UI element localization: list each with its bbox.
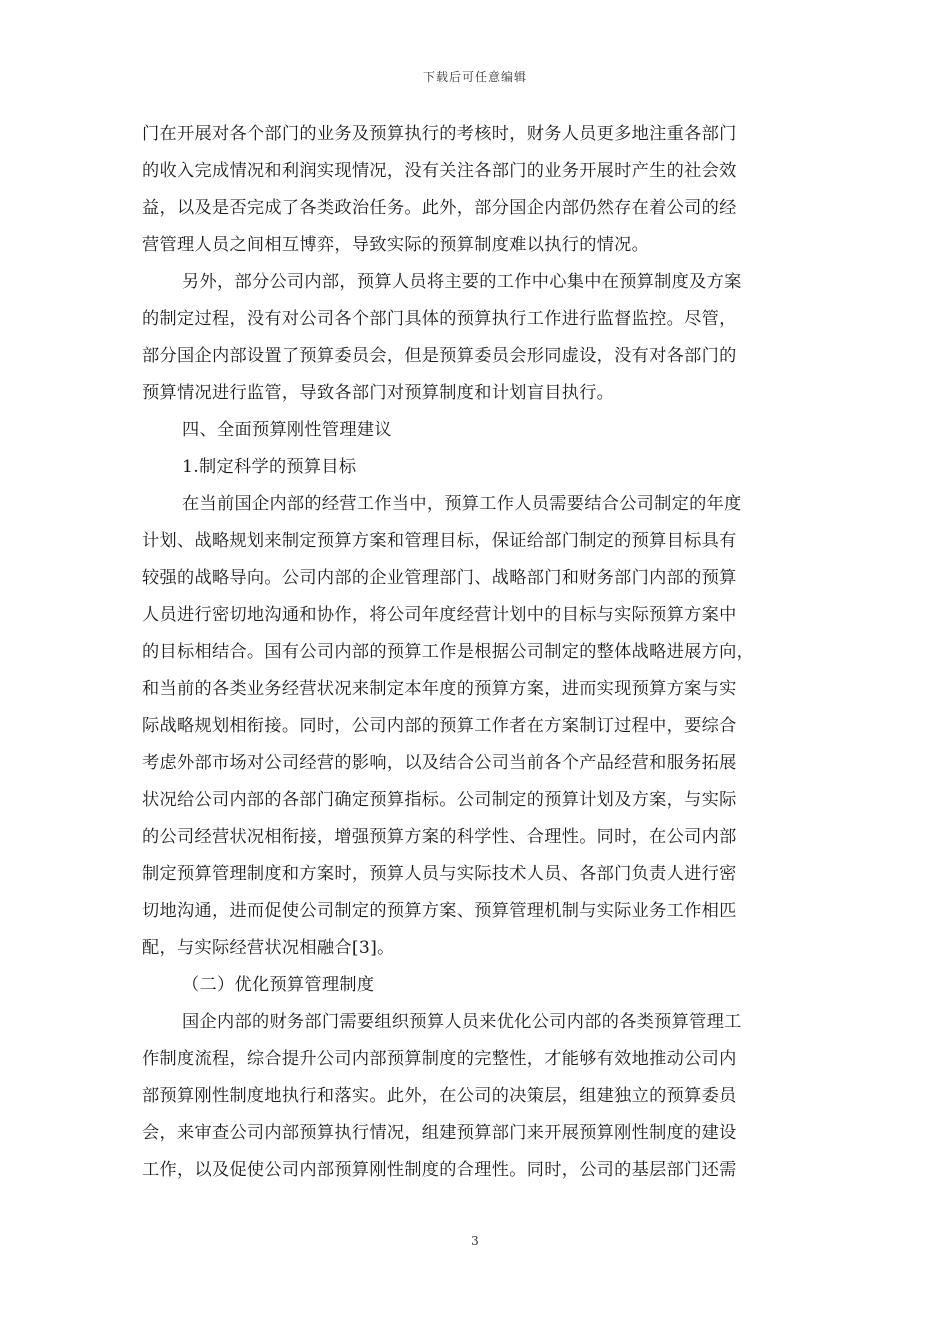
text-line: 计划、战略规划来制定预算方案和管理目标，保证给部门制定的预算目标具有: [142, 531, 737, 551]
text-line: 考虑外部市场对公司经营的影响，以及结合公司当前各个产品经营和服务拓展: [142, 753, 737, 773]
section-heading: 四、全面预算刚性管理建议: [182, 420, 392, 440]
text-line: 制定预算管理制度和方案时，预算人员与实际技术人员、各部门负责人进行密: [142, 864, 737, 884]
text-line: 在当前国企内部的经营工作当中，预算工作人员需要结合公司制定的年度: [182, 494, 742, 514]
subsection-heading: （二）优化预算管理制度: [182, 975, 375, 995]
text-line: 较强的战略导向。公司内部的企业管理部门、战略部门和财务部门内部的预算: [142, 568, 737, 588]
text-line: 营管理人员之间相互博弈，导致实际的预算制度难以执行的情况。: [142, 235, 650, 255]
paragraph: [142, 1004, 808, 1189]
text-line: 益，以及是否完成了各类政治任务。此外，部分国企内部仍然存在着公司的经: [142, 198, 737, 218]
text-line: 状况给公司内部的各部门确定预算指标。公司制定的预算计划及方案，与实际: [142, 790, 737, 810]
text-line: 工作，以及促使公司内部预算刚性制度的合理性。同时，公司的基层部门还需: [142, 1160, 737, 1180]
subsection-heading: 1.制定科学的预算目标: [182, 457, 357, 477]
text-line: 作制度流程，综合提升公司内部预算制度的完整性，才能够有效地推动公司内: [142, 1049, 737, 1069]
document-body: [142, 116, 808, 1189]
text-line: 预算情况进行监管，导致各部门对预算制度和计划盲目执行。: [142, 383, 615, 403]
text-line: 切地沟通，进而促使公司制定的预算方案、预算管理机制与实际业务工作相匹: [142, 901, 737, 921]
text-line: 的制定过程，没有对公司各个部门具体的预算执行工作进行监督监控。尽管，: [142, 309, 737, 329]
paragraph: [142, 264, 808, 412]
paragraph: [142, 116, 808, 264]
text-line: 的公司经营状况相衔接，增强预算方案的科学性、合理性。同时，在公司内部: [142, 827, 737, 847]
page-number: 3: [471, 1234, 479, 1248]
page-header: 下载后可任意编辑: [422, 70, 527, 84]
text-line: 和当前的各类业务经营状况来制定本年度的预算方案，进而实现预算方案与实: [142, 679, 737, 699]
text-line: 部预算刚性制度地执行和落实。此外，在公司的决策层，组建独立的预算委员: [142, 1086, 737, 1106]
text-line: 的目标相结合。国有公司内部的预算工作是根据公司制定的整体战略进展方向，: [142, 642, 755, 662]
text-line: 门在开展对各个部门的业务及预算执行的考核时，财务人员更多地注重各部门: [142, 124, 737, 144]
paragraph: [142, 486, 808, 967]
text-line: 国企内部的财务部门需要组织预算人员来优化公司内部的各类预算管理工: [182, 1012, 742, 1032]
text-line: 另外，部分公司内部，预算人员将主要的工作中心集中在预算制度及方案: [182, 272, 742, 292]
text-line: 人员进行密切地沟通和协作，将公司年度经营计划中的目标与实际预算方案中: [142, 605, 737, 625]
text-line: 部分国企内部设置了预算委员会，但是预算委员会形同虚设，没有对各部门的: [142, 346, 737, 366]
text-line: 会，来审查公司内部预算执行情况，组建预算部门来开展预算刚性制度的建设: [142, 1123, 737, 1143]
text-line: 际战略规划相衔接。同时，公司内部的预算工作者在方案制订过程中，要综合: [142, 716, 737, 736]
text-line: 配，与实际经营状况相融合[3]。: [142, 938, 395, 958]
text-line: 的收入完成情况和利润实现情况，没有关注各部门的业务开展时产生的社会效: [142, 161, 737, 181]
